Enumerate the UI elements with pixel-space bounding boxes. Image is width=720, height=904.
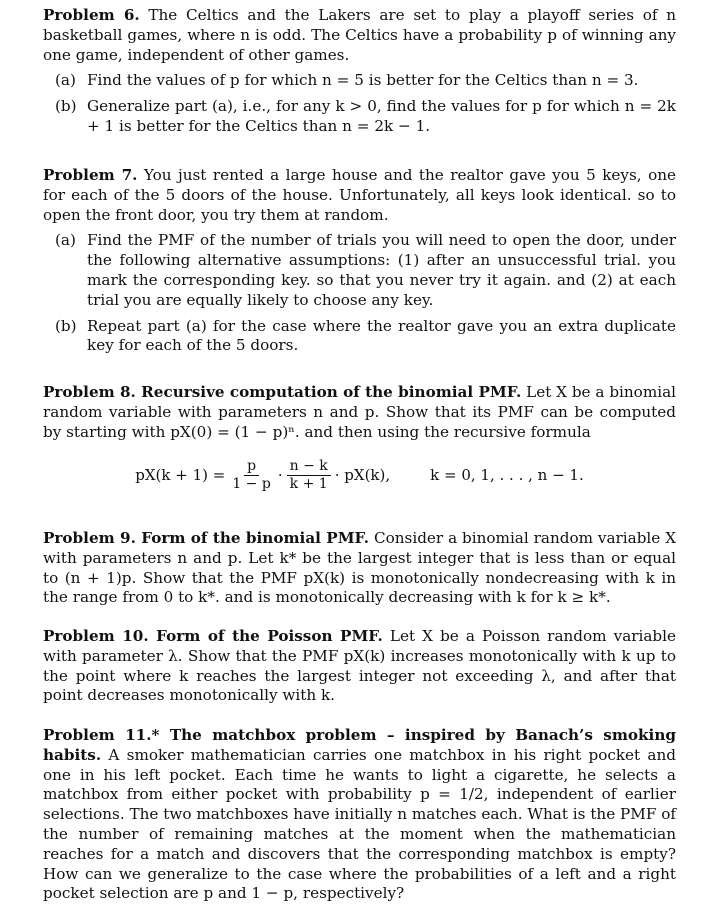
problem-9 (43, 529, 676, 608)
recursive-formula: pX(k + 1) = $\frac{p}{1 - p}$ · $\frac{n - k}{k + 1}$ · pX(k), k = 0, 1, . . . , n − 1. (135, 458, 584, 493)
fraction-p: $\frac{p}{1 - p}$ (232, 458, 271, 493)
problem-11 (43, 726, 676, 904)
problem-7-part-a: (a) Find the PMF of the number of trials you will need to open the door, under the following alternative assumptions: (1) after an unsuccessful trial. you mark the corresponding key. so that you never try it again. and (2) at each trial you are equally likely to choose any key. (55, 231, 676, 309)
problem-8-text: Let X be a binomial random variable with parameters n and p. Show that its PMF can be computed by starting with pX(0) = (1 − p)ⁿ. and then using the recursive formula (43, 383, 676, 441)
problem-6-text: The Celtics and the Lakers are set to play a playoff series of n basketball games, where n is odd. The Celtics have a probability p of winning any one game, independent of other games. (43, 6, 676, 64)
problem-11-text: A smoker mathematician carries one matchbox in his right pocket and one in his left pocket. Each time he wants to light a cigarette, he selects a matchbox from either pocket with probability p = 1/2, independent of earlier selections. The two matchboxes have initially n matches each. What is the PMF of the number of remaining matches at the moment when the mathematician reaches for a match and discovers that the corresponding matchbox is empty? How can we generalize to the case where the probabilities of a left and a right pocket selection are p and 1 − p, respectively? (43, 745, 676, 903)
problem-7 (43, 166, 676, 356)
problem-6-part-b: (b) Generalize part (a), i.e., for any k > 0, find the values for p for which n = 2k + 1 is better for the Celtics than n = 2k − 1. (55, 97, 676, 135)
problem-11-title: Problem 11.* The matchbox problem – inspired by Banach’s smoking habits. (43, 726, 676, 764)
problem-10-text: Let X be a Poisson random variable with parameter λ. Show that the PMF pX(k) increases monotonically with k up to the point where k reaches the largest integer not exceeding λ, and after that point decreases monotonically with k. (43, 627, 677, 705)
problem-10 (43, 627, 676, 706)
problem-8 (43, 383, 676, 493)
problem-9-text: Consider a binomial random variable X with parameters n and p. Let k* be the largest integer that is less than or equal to (n + 1)p. Show that the PMF pX(k) is monotonically nondecreasing with k in the range from 0 to k*. and is monotonically decreasing with k for k ≥ k*. (43, 529, 677, 607)
problem-7-part-b: (b) Repeat part (a) for the case where the realtor gave you an extra duplicate key for each of the 5 doors. (55, 316, 676, 355)
fraction-nk: $\frac{n - k}{k + 1}$ (287, 458, 331, 493)
problem-10-title: Problem 10. Form of the Poisson PMF. (43, 627, 383, 645)
problem-6-part-a: (a) Find the values of p for which n = 5 is better for the Celtics than n = 3. (55, 71, 639, 90)
problem-7-title: Problem 7. (43, 166, 138, 184)
problem-9-title: Problem 9. Form of the binomial PMF. (43, 529, 370, 547)
problem-8-title: Problem 8. Recursive computation of the binomial PMF. (43, 383, 522, 401)
problem-6-title: Problem 6. (43, 6, 140, 24)
problem-6 (43, 6, 676, 137)
problem-7-text: You just rented a large house and the realtor gave you 5 keys, one for each of the 5 doors of the house. Unfortunately, all keys look identical. so to open the front door, you try them at random. (43, 166, 676, 224)
